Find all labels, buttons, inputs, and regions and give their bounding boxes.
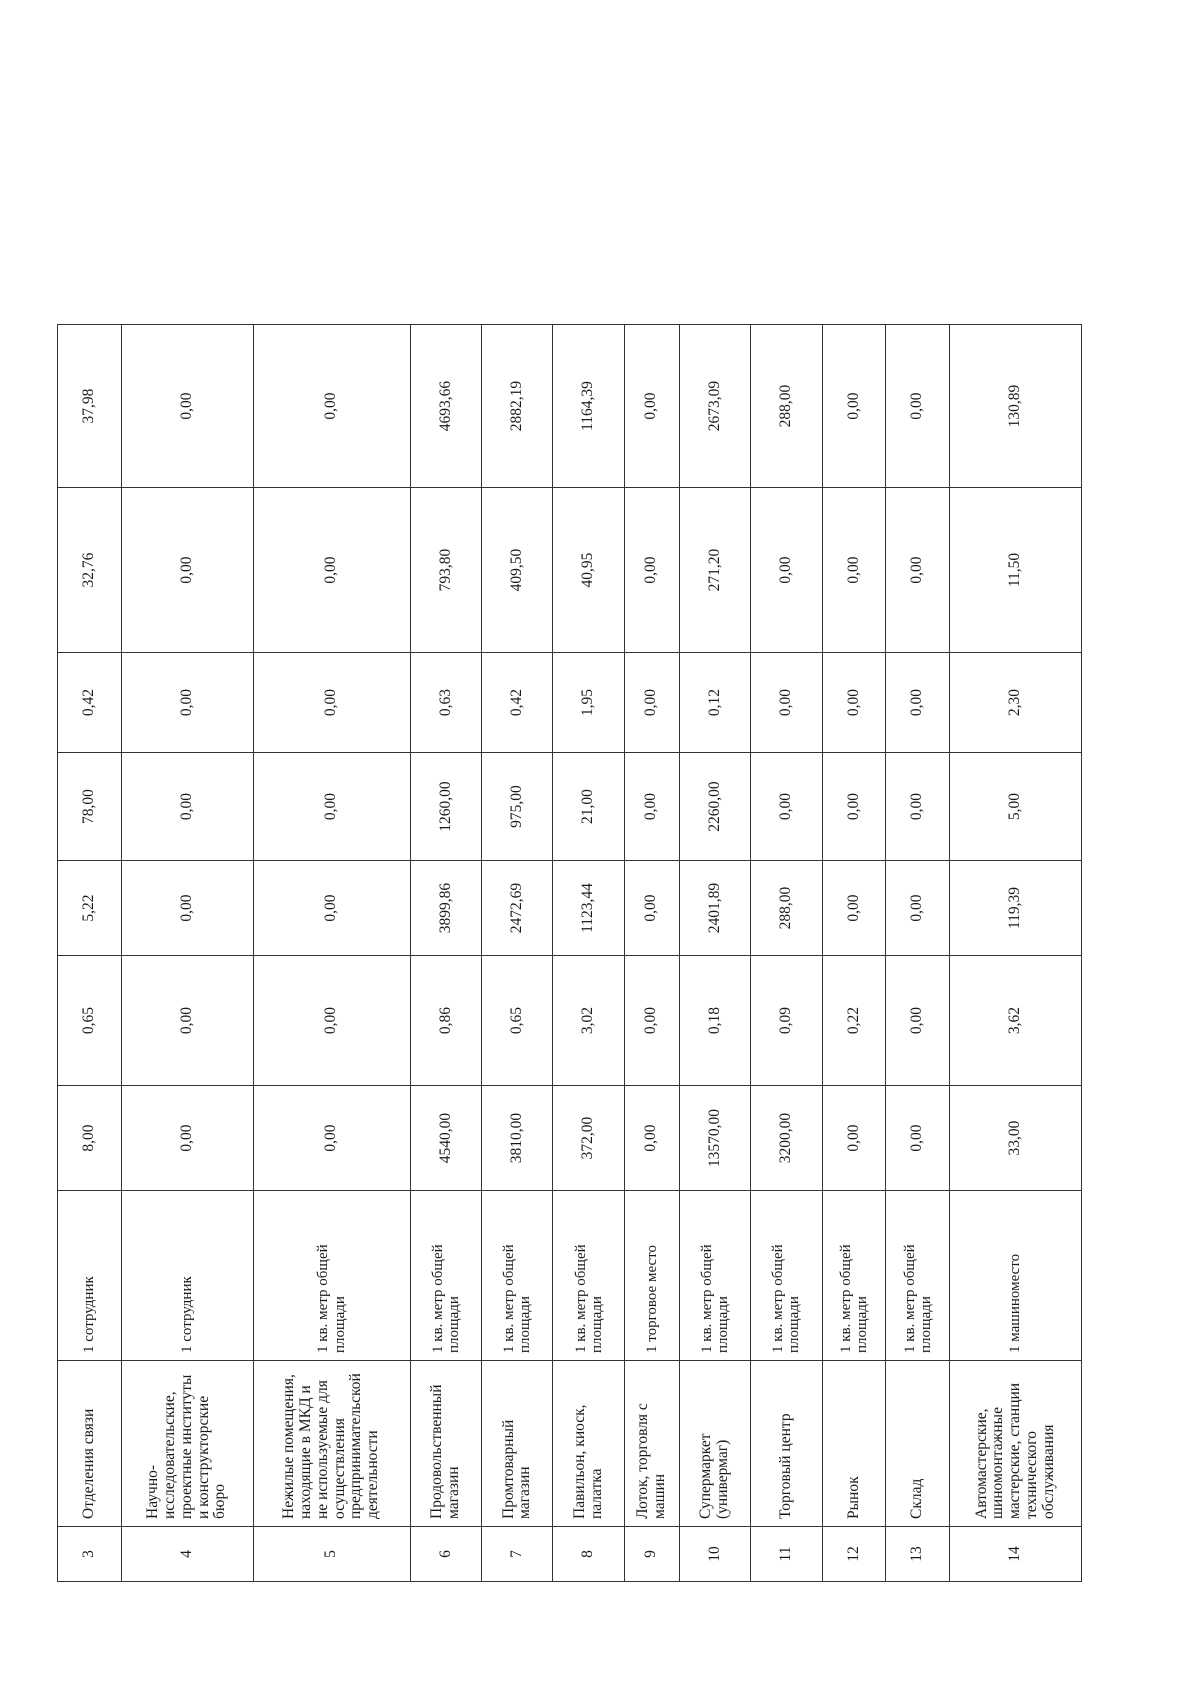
cell-no: 6	[410, 1527, 481, 1582]
cell-v4: 0,00	[751, 753, 822, 861]
cell-no: 5	[253, 1527, 410, 1582]
table-body	[58, 325, 1082, 1582]
cell-name: Промтоварный магазин	[482, 1361, 553, 1527]
cell-unit: 1 кв. метр общей площади	[886, 1191, 950, 1361]
cell-v2: 0,18	[679, 956, 750, 1086]
cell-unit: 1 машиноместо	[950, 1191, 1082, 1361]
cell-v3: 0,00	[121, 861, 253, 956]
cell-v5: 0,63	[410, 653, 481, 753]
cell-v7: 130,89	[950, 325, 1082, 488]
norms-table	[57, 324, 1082, 1582]
cell-v4: 0,00	[624, 753, 679, 861]
cell-v6: 0,00	[121, 488, 253, 653]
cell-v5: 0,42	[58, 653, 122, 753]
cell-name: Научно-исследовательские, проектные институты и конструкторские бюро	[121, 1361, 253, 1527]
cell-v7: 4693,66	[410, 325, 481, 488]
cell-v4: 78,00	[58, 753, 122, 861]
cell-unit: 1 кв. метр общей площади	[679, 1191, 750, 1361]
cell-v5: 0,00	[751, 653, 822, 753]
cell-v4: 975,00	[482, 753, 553, 861]
cell-v7: 288,00	[751, 325, 822, 488]
rotated-table-page	[57, 325, 1082, 1582]
table-row	[553, 325, 624, 1582]
cell-v7: 1164,39	[553, 325, 624, 488]
cell-name: Автомастерские, шиномонтажные мастерские, станции технического обслуживания	[950, 1361, 1082, 1527]
cell-v6: 0,00	[624, 488, 679, 653]
cell-unit: 1 кв. метр общей площади	[751, 1191, 822, 1361]
cell-v3: 3899,86	[410, 861, 481, 956]
table-row	[121, 325, 253, 1582]
cell-v5: 0,00	[822, 653, 886, 753]
cell-v3: 5,22	[58, 861, 122, 956]
cell-v7: 37,98	[58, 325, 122, 488]
cell-v7: 0,00	[624, 325, 679, 488]
cell-v3: 119,39	[950, 861, 1082, 956]
cell-no: 8	[553, 1527, 624, 1582]
cell-v4: 0,00	[121, 753, 253, 861]
cell-v4: 0,00	[822, 753, 886, 861]
cell-v5: 0,00	[886, 653, 950, 753]
cell-name: Продовольственный магазин	[410, 1361, 481, 1527]
cell-no: 9	[624, 1527, 679, 1582]
cell-v5: 0,00	[624, 653, 679, 753]
cell-name: Супермаркет (универмаг)	[679, 1361, 750, 1527]
cell-v7: 2673,09	[679, 325, 750, 488]
cell-v1: 372,00	[553, 1086, 624, 1191]
cell-v4: 21,00	[553, 753, 624, 861]
cell-v3: 0,00	[822, 861, 886, 956]
cell-v5: 1,95	[553, 653, 624, 753]
cell-name: Рынок	[822, 1361, 886, 1527]
cell-v6: 409,50	[482, 488, 553, 653]
cell-no: 13	[886, 1527, 950, 1582]
cell-no: 11	[751, 1527, 822, 1582]
cell-v4: 5,00	[950, 753, 1082, 861]
cell-v1: 0,00	[886, 1086, 950, 1191]
cell-v1: 0,00	[253, 1086, 410, 1191]
cell-unit: 1 сотрудник	[121, 1191, 253, 1361]
cell-v4: 0,00	[253, 753, 410, 861]
cell-v1: 0,00	[624, 1086, 679, 1191]
cell-v6: 271,20	[679, 488, 750, 653]
cell-v2: 0,00	[624, 956, 679, 1086]
cell-v1: 0,00	[822, 1086, 886, 1191]
cell-no: 4	[121, 1527, 253, 1582]
cell-v2: 0,65	[58, 956, 122, 1086]
cell-v2: 0,09	[751, 956, 822, 1086]
cell-name: Павильон, киоск, палатка	[553, 1361, 624, 1527]
cell-v2: 3,62	[950, 956, 1082, 1086]
cell-v3: 2472,69	[482, 861, 553, 956]
cell-name: Лоток, торговля с машин	[624, 1361, 679, 1527]
cell-v5: 0,42	[482, 653, 553, 753]
cell-v6: 0,00	[822, 488, 886, 653]
table-row	[58, 325, 122, 1582]
cell-no: 14	[950, 1527, 1082, 1582]
cell-no: 3	[58, 1527, 122, 1582]
cell-unit: 1 кв. метр общей площади	[822, 1191, 886, 1361]
cell-v2: 3,02	[553, 956, 624, 1086]
cell-v2: 0,00	[886, 956, 950, 1086]
cell-v3: 288,00	[751, 861, 822, 956]
cell-v1: 33,00	[950, 1086, 1082, 1191]
cell-v3: 1123,44	[553, 861, 624, 956]
cell-name: Склад	[886, 1361, 950, 1527]
cell-v1: 8,00	[58, 1086, 122, 1191]
table-row	[950, 325, 1082, 1582]
cell-v4: 2260,00	[679, 753, 750, 861]
cell-v2: 0,65	[482, 956, 553, 1086]
cell-v5: 0,12	[679, 653, 750, 753]
cell-v2: 0,00	[253, 956, 410, 1086]
table-row	[253, 325, 410, 1582]
cell-v6: 32,76	[58, 488, 122, 653]
cell-no: 7	[482, 1527, 553, 1582]
cell-no: 10	[679, 1527, 750, 1582]
table-row	[482, 325, 553, 1582]
cell-unit: 1 кв. метр общей площади	[482, 1191, 553, 1361]
cell-v3: 0,00	[624, 861, 679, 956]
table-row	[624, 325, 679, 1582]
cell-v1: 0,00	[121, 1086, 253, 1191]
cell-v4: 1260,00	[410, 753, 481, 861]
table-row	[751, 325, 822, 1582]
cell-v1: 3200,00	[751, 1086, 822, 1191]
cell-no: 12	[822, 1527, 886, 1582]
cell-v5: 0,00	[121, 653, 253, 753]
cell-v6: 793,80	[410, 488, 481, 653]
cell-name: Торговый центр	[751, 1361, 822, 1527]
cell-unit: 1 кв. метр общей площади	[553, 1191, 624, 1361]
cell-v6: 40,95	[553, 488, 624, 653]
cell-v2: 0,22	[822, 956, 886, 1086]
cell-v7: 0,00	[822, 325, 886, 488]
cell-unit: 1 кв. метр общей площади	[253, 1191, 410, 1361]
cell-name: Нежилые помещения, находящие в МКД и не используемые для осуществления предпринимательской деятельности	[253, 1361, 410, 1527]
cell-v1: 3810,00	[482, 1086, 553, 1191]
table-row	[822, 325, 886, 1582]
cell-unit: 1 кв. метр общей площади	[410, 1191, 481, 1361]
cell-v7: 2882,19	[482, 325, 553, 488]
cell-v6: 0,00	[253, 488, 410, 653]
cell-v3: 2401,89	[679, 861, 750, 956]
cell-v7: 0,00	[253, 325, 410, 488]
table-row	[886, 325, 950, 1582]
cell-unit: 1 сотрудник	[58, 1191, 122, 1361]
table-row	[410, 325, 481, 1582]
cell-v7: 0,00	[121, 325, 253, 488]
cell-v5: 0,00	[253, 653, 410, 753]
cell-name: Отделения связи	[58, 1361, 122, 1527]
cell-v4: 0,00	[886, 753, 950, 861]
cell-v3: 0,00	[253, 861, 410, 956]
cell-v2: 0,00	[121, 956, 253, 1086]
cell-unit: 1 торговое место	[624, 1191, 679, 1361]
cell-v6: 0,00	[751, 488, 822, 653]
cell-v6: 0,00	[886, 488, 950, 653]
cell-v3: 0,00	[886, 861, 950, 956]
cell-v7: 0,00	[886, 325, 950, 488]
table-row	[679, 325, 750, 1582]
cell-v1: 4540,00	[410, 1086, 481, 1191]
cell-v6: 11,50	[950, 488, 1082, 653]
cell-v1: 13570,00	[679, 1086, 750, 1191]
cell-v2: 0,86	[410, 956, 481, 1086]
cell-v5: 2,30	[950, 653, 1082, 753]
